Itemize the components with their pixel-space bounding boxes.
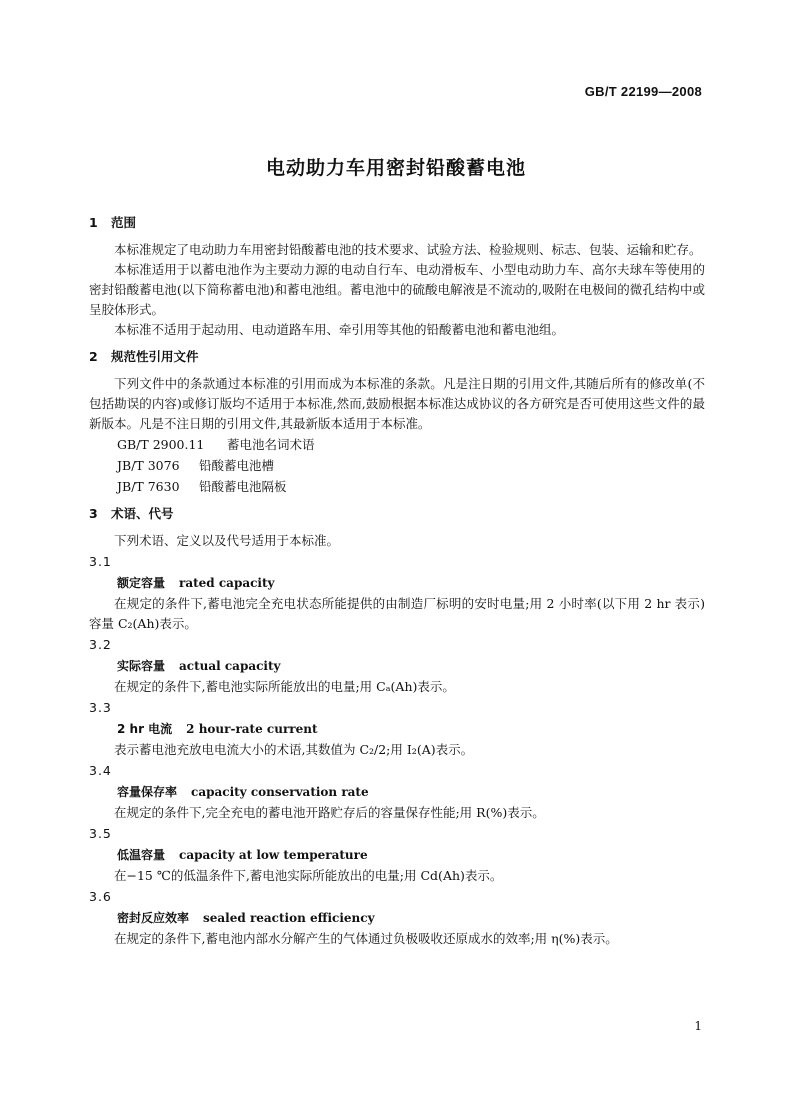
term-definition: 在规定的条件下,蓄电池完全充电状态所能提供的由制造厂标明的安时电量;用 2 小时率(以下用 2 hr 表示)容量 C₂(Ah)表示。	[89, 596, 705, 631]
section-title: 范围	[111, 215, 137, 230]
reference-title: 蓄电池名词术语	[227, 437, 315, 452]
term-name-en: sealed reaction efficiency	[203, 911, 375, 925]
term-entry	[89, 551, 705, 634]
reference-code: JB/T 3076	[117, 458, 180, 473]
section-title: 规范性引用文件	[111, 349, 199, 364]
section-heading-scope	[89, 212, 705, 234]
section-title: 术语、代号	[111, 506, 174, 521]
term-name-en: capacity conservation rate	[191, 785, 369, 799]
reference-item	[89, 476, 705, 497]
term-entry	[89, 823, 705, 886]
term-name-en: actual capacity	[179, 659, 281, 673]
section-number: 3	[89, 506, 98, 521]
term-entry	[89, 886, 705, 949]
term-name-zh: 密封反应效率	[117, 911, 190, 925]
paragraph: 下列术语、定义以及代号适用于本标准。	[114, 533, 340, 548]
term-definition: 在规定的条件下,完全充电的蓄电池开路贮存后的容量保存性能;用 R(%)表示。	[114, 805, 545, 820]
reference-title: 铅酸蓄电池隔板	[199, 479, 287, 494]
paragraph: 本标准规定了电动助力车用密封铅酸蓄电池的技术要求、试验方法、检验规则、标志、包装、运输和贮存。	[114, 242, 702, 257]
paragraph: 下列文件中的条款通过本标准的引用而成为本标准的条款。凡是注日期的引用文件,其随后所有的修改单(不包括勘误的内容)或修订版均不适用于本标准,然而,鼓励根据本标准达成协议的各方研究是否可使用这些文件的最新版本。凡是不注日期的引用文件,其最新版本适用于本标准。	[89, 376, 705, 431]
reference-item	[89, 434, 705, 455]
term-name-zh: 低温容量	[117, 848, 166, 862]
document-body	[89, 212, 705, 949]
reference-title: 铅酸蓄电池槽	[199, 458, 275, 473]
term-name	[89, 845, 705, 866]
term-name	[89, 656, 705, 677]
term-definition: 在−15 ℃的低温条件下,蓄电池实际所能放出的电量;用 Cd(Ah)表示。	[114, 868, 503, 883]
paragraph: 本标准适用于以蓄电池作为主要动力源的电动自行车、电动滑板车、小型电动助力车、高尔夫球车等使用的密封铅酸蓄电池(以下简称蓄电池)和蓄电池组。蓄电池中的硫酸电解液是不流动的,吸附在电极间的微孔结构中或呈胶体形式。	[89, 262, 705, 317]
term-number: 3.3	[89, 700, 112, 715]
term-name-en: 2 hour-rate current	[186, 722, 318, 736]
term-name	[89, 782, 705, 803]
term-entry	[89, 760, 705, 823]
term-name-zh: 容量保存率	[117, 785, 178, 799]
term-entry	[89, 634, 705, 697]
reference-item	[89, 455, 705, 476]
term-name	[89, 908, 705, 929]
term-number: 3.2	[89, 637, 112, 652]
term-name-en: capacity at low temperature	[179, 848, 368, 862]
section-number: 1	[89, 215, 98, 230]
term-entry	[89, 697, 705, 760]
reference-list	[89, 434, 705, 497]
paragraph: 本标准不适用于起动用、电动道路车用、牵引用等其他的铅酸蓄电池和蓄电池组。	[114, 322, 565, 337]
standard-code: GB/T 22199—2008	[584, 84, 702, 99]
reference-code: JB/T 7630	[117, 479, 180, 494]
term-number: 3.6	[89, 889, 112, 904]
term-definition: 表示蓄电池充放电电流大小的术语,其数值为 C₂/2;用 I₂(A)表示。	[114, 742, 474, 757]
section-heading-terms	[89, 503, 705, 525]
term-number: 3.5	[89, 826, 112, 841]
section-heading-normative-references	[89, 346, 705, 368]
document-title: 电动助力车用密封铅酸蓄电池	[265, 157, 526, 179]
section-number: 2	[89, 349, 98, 364]
term-number: 3.1	[89, 554, 112, 569]
term-name-zh: 2 hr 电流	[117, 722, 173, 736]
term-name-zh: 实际容量	[117, 659, 166, 673]
term-name-en: rated capacity	[179, 576, 275, 590]
term-name	[89, 719, 705, 740]
reference-code: GB/T 2900.11	[117, 437, 205, 452]
term-definition: 在规定的条件下,蓄电池内部水分解产生的气体通过负极吸收还原成水的效率;用 η(%)表示。	[114, 931, 618, 946]
term-name	[89, 573, 705, 594]
term-number: 3.4	[89, 763, 112, 778]
term-name-zh: 额定容量	[117, 576, 166, 590]
term-definition: 在规定的条件下,蓄电池实际所能放出的电量;用 Cₐ(Ah)表示。	[114, 679, 455, 694]
page-number: 1	[694, 1019, 702, 1033]
